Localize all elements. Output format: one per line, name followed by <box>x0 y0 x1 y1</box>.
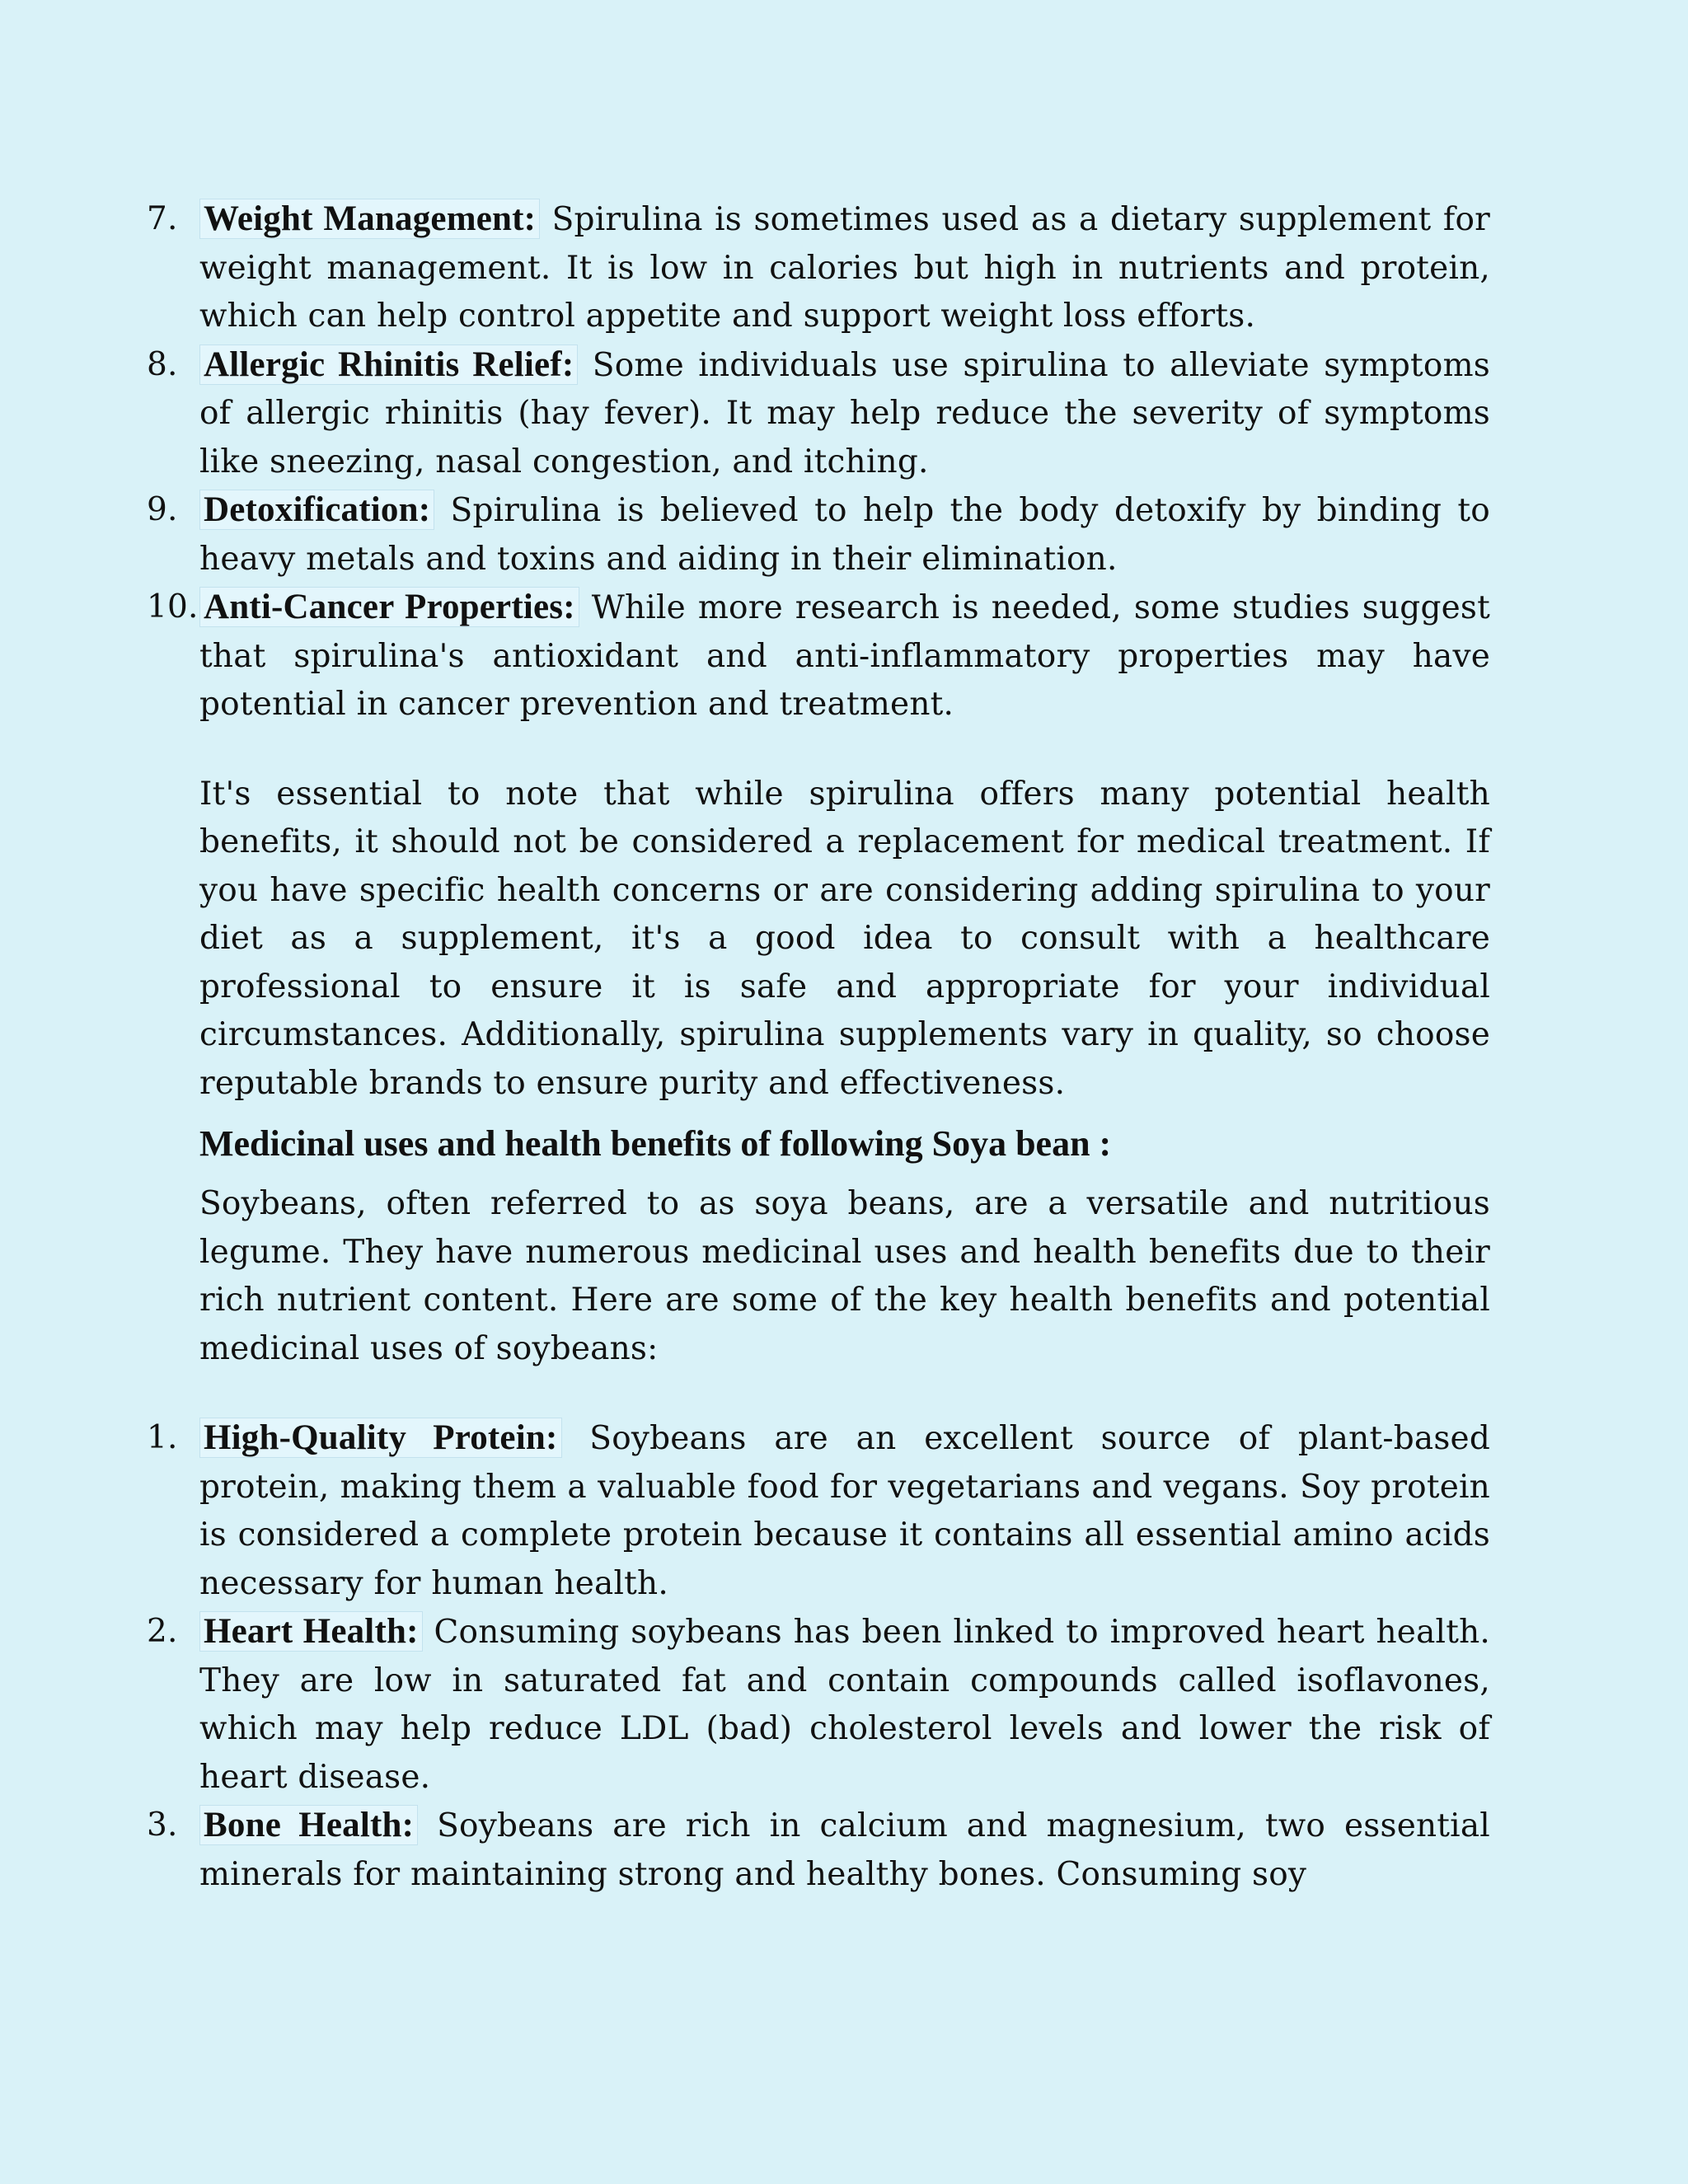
list-term: High-Quality Protein: <box>199 1418 562 1458</box>
list-term: Heart Health: <box>199 1611 423 1652</box>
list-text: Soybeans are an excellent source of plant-based protein, making them a valuable food for vegetarians and vegans. Soy protein is considered a complete protein because it contains all essential amino acids necessary for human health. <box>199 1420 1490 1602</box>
list-number: 9. <box>147 491 178 528</box>
spacer <box>0 729 1688 771</box>
note-paragraph: It's essential to note that while spirulina offers many potential health benefits, it should not be considered a replacement for medical treatment. If you have specific health concerns or are considering adding spirulina to your diet as a supplement, it's a good idea to consult with a healthcare professional to ensure it is safe and appropriate for your individual circumstances. Additionally, spirulina supplements vary in quality, so choose reputable brands to ensure purity and effectiveness. <box>199 775 1490 1102</box>
list-item <box>0 583 1688 729</box>
list-term: Bone Health: <box>199 1805 418 1845</box>
list-text: While more research is needed, some studies suggest that spirulina's antioxidant and anti-inflammatory properties may have potential in cancer prevention and treatment. <box>199 589 1491 723</box>
list-item <box>0 1802 1688 1899</box>
section-heading: Medicinal uses and health benefits of following Soya bean : <box>199 1123 1112 1164</box>
list-number: 3. <box>147 1807 178 1844</box>
list-term: Detoxification: <box>199 490 434 530</box>
list-number: 8. <box>147 345 178 383</box>
list-term: Allergic Rhinitis Relief: <box>199 344 578 385</box>
spacer <box>0 1108 1688 1119</box>
list-text: Spirulina is believed to help the body detoxify by binding to heavy metals and toxins and aiding in their elimination. <box>199 492 1490 578</box>
list-term: Weight Management: <box>199 199 540 239</box>
list-text: Spirulina is sometimes used as a dietary supplement for weight management. It is low in calories but high in nutrients and protein, which can help control appetite and support weight loss efforts. <box>199 201 1490 335</box>
list-item <box>0 341 1688 487</box>
list-term: Anti-Cancer Properties: <box>199 587 579 627</box>
spirulina-benefits-list <box>0 195 1688 729</box>
list-number: 2. <box>147 1613 178 1650</box>
list-text: Soybeans are rich in calcium and magnesium, two essential minerals for maintaining strong and healthy bones. Consuming soy <box>199 1807 1490 1893</box>
list-number: 10. <box>147 588 199 626</box>
list-item <box>0 195 1688 341</box>
soya-benefits-list <box>0 1414 1688 1899</box>
page-content <box>0 195 1688 1899</box>
list-number: 1. <box>147 1419 178 1456</box>
list-item <box>0 1414 1688 1608</box>
list-text: Consuming soybeans has been linked to improved heart health. They are low in saturated fat and contain compounds called isoflavones, which may help reduce LDL (bad) cholesterol levels and lower the risk of heart disease. <box>199 1614 1490 1796</box>
spacer <box>0 1169 1688 1180</box>
intro-paragraph: Soybeans, often referred to as soya beans, are a versatile and nutritious legume. They have numerous medicinal uses and health benefits due to their rich nutrient content. Here are some of the key health benefits and potential medicinal uses of soybeans: <box>199 1185 1490 1367</box>
list-item <box>0 486 1688 583</box>
list-number: 7. <box>147 200 178 237</box>
list-item <box>0 1608 1688 1802</box>
spacer <box>0 1373 1688 1414</box>
list-text: Some individuals use spirulina to alleviate symptoms of allergic rhinitis (hay fever). It may help reduce the severity of symptoms like sneezing, nasal congestion, and itching. <box>199 346 1490 480</box>
